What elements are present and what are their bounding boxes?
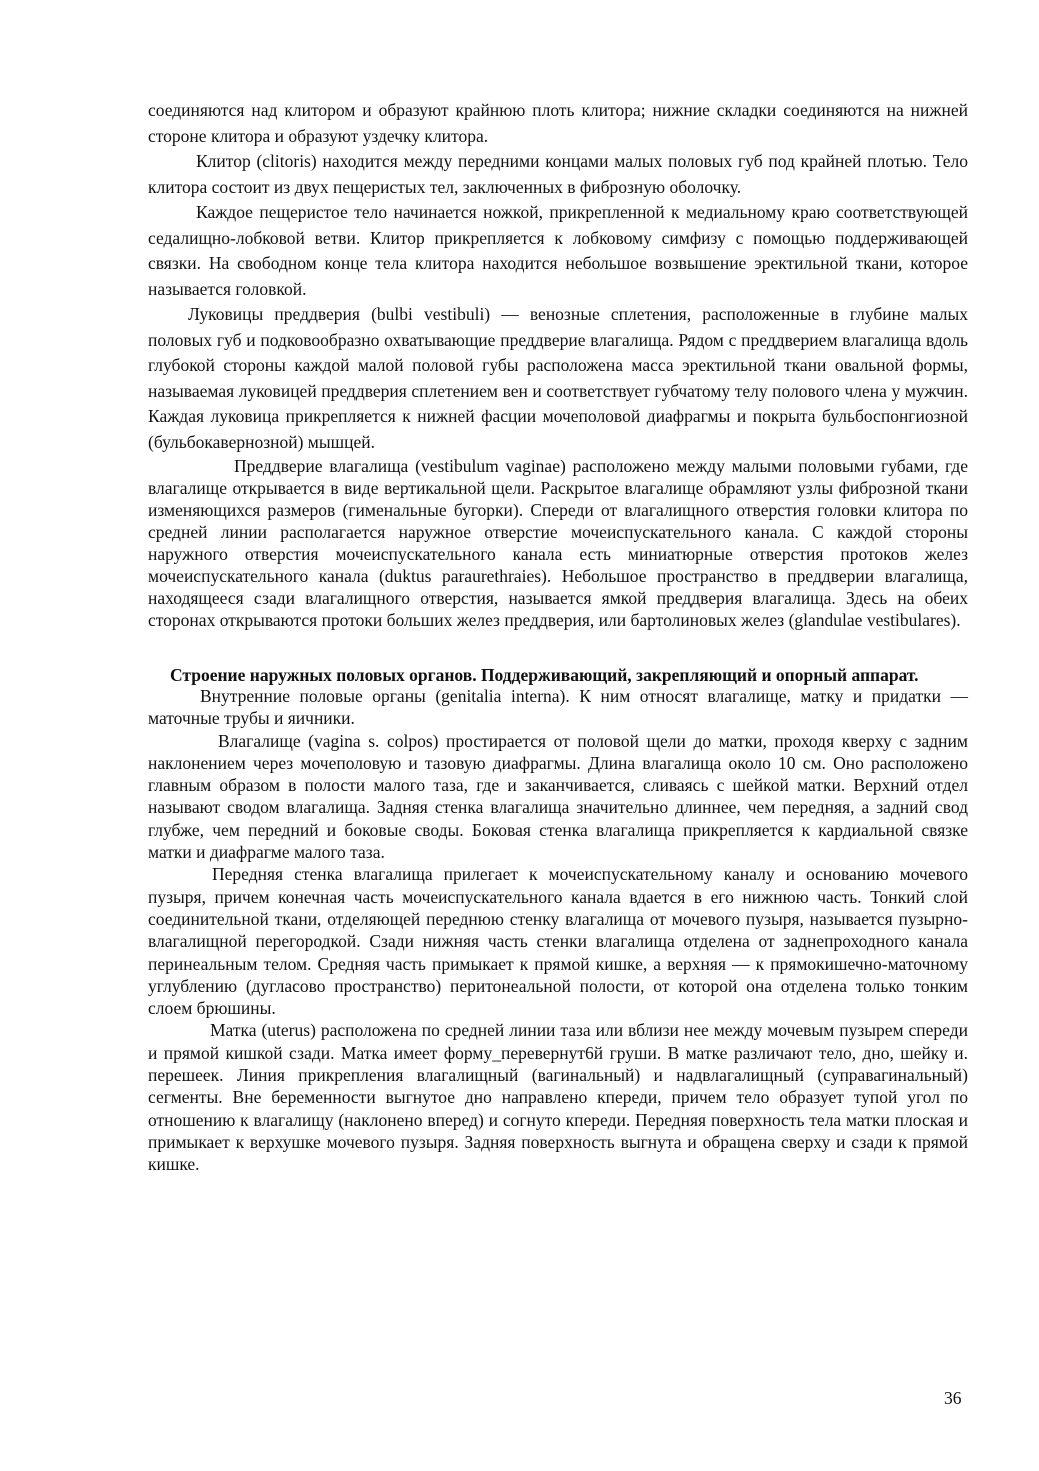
paragraph-cavernous-bodies: Каждое пещеристое тело начинается ножкой, прикрепленной к медиальному краю соответствующей седалищно-лобковой ветви. Клитор прикрепляется к лобковому симфизу с помощью поддерживающей связки. На свободном конце тела клитора находится небольшое возвышение эректильной ткани, которое называется головкой. — [148, 202, 968, 299]
paragraph-vestibule: Преддверие влагалища (vestibulum vaginae) расположено между малыми половыми губами, где влагалище открывается в виде вертикальной щели. Раскрытое влагалище обрамляют узлы фиброзной ткани изменяющихся размеров (гименальные бугорки). Спереди от влагалищного отверстия головки клитора по средней линии располагается наружное отверстие мочеиспускательного канала. С каждой стороны наружного отверстия мочеиспускательного канала есть миниатюрные отверстия протоков желез мочеиспускательного канала (duktus paraurethraies). Небольшое пространство в преддверии влагалища, находящееся сзади влагалищного отверстия, называется ямкой преддверия влагалища. Здесь на обеих сторонах открываются протоки больших желез преддверия, или бартолиновых желез (glandulae vestibulares). — [148, 456, 968, 630]
document-page — [148, 98, 968, 1176]
paragraph-anterior-wall: Передняя стенка влагалища прилегает к мочеиспускательному каналу и основанию мочевого пузыря, причем конечная часть мочеиспускательного канала вдается в его нижнюю часть. Тонкий слой соединительной ткани, отделяющей переднюю стенку влагалища от мочевого пузыря, называется пузырно-влагалищной перегородкой. Сзади нижняя часть стенки влагалища отделена от заднепроходного канала перинеальным телом. Средняя часть примыкает к прямой кишке, а верхняя — к прямокишечно-маточному углублению (дугласово пространство) перитонеальной полости, от которой она отделена только тонким слоем брюшины. — [148, 864, 968, 1019]
section-heading: Строение наружных половых органов. Поддерживающий, закрепляющий и опорный аппарат. — [170, 665, 919, 685]
paragraph-vestibular-bulbs: Луковицы преддверия (bulbi vestibuli) — венозные сплетения, расположенные в глубине малых половых губ и подковообразно охватывающие преддверие влагалища. Рядом с преддверием влагалища вдоль глубокой стороны каждой малой половой губы расположена масса эректильной ткани овальной формы, называемая луковицей преддверия сплетением вен и соответствует губчатому телу полового члена у мужчин. Каждая луковица прикрепляется к нижней фасции мочеполовой диафрагмы и покрыта бульбоспонгиозной (бульбокавернозной) мышцей. — [148, 304, 968, 452]
paragraph-clitoris: Клитор (clitoris) находится между передними концами малых половых губ под крайней плотью. Тело клитора состоит из двух пещеристых тел, заключенных в фиброзную оболочку. — [148, 151, 968, 197]
paragraph-clitoral-folds: соединяются над клитором и образуют крайнюю плоть клитора; нижние складки соединяются на нижней стороне клитора и образуют уздечку клитора. — [148, 100, 968, 146]
paragraph-vagina: Влагалище (vagina s. colpos) простирается от половой щели до матки, проходя кверху с задним наклонением через мочеполовую и тазовую диафрагмы. Длина влагалища около 10 см. Оно расположено главным образом в полости малого таза, где и заканчивается, сливаясь с шейкой матки. Верхний отдел называют сводом влагалища. Задняя стенка влагалища значительно длиннее, чем передняя, а задний свод глубже, чем передний и боковые своды. Боковая стенка влагалища прикрепляется к кардиальной связке матки и диафрагме малого таза. — [148, 730, 968, 863]
page-number: 36 — [944, 1388, 962, 1408]
paragraph-uterus: Матка (uterus) расположена по средней линии таза или вблизи нее между мочевым пузырем спереди и прямой кишкой сзади. Матка имеет форму_перевернут6й груши. В матке различают тело, дно, шейку и. перешеек. Линия прикрепления влагалищный (вагинальный) и надвлагалищный (суправагинальный) сегменты. Вне беременности выгнутое дно направлено кпереди, причем тело образует тупой угол по отношению к влагалищу (наклонено вперед) и согнуто кпереди. Передняя поверхность тела матки плоская и примыкает к верхушке мочевого пузыря. Задняя поверхность выгнута и обращена сверху и сзади к прямой кишке. — [148, 1020, 968, 1175]
paragraph-internal-organs: Внутренние половые органы (genitalia interna). К ним относят влагалище, матку и придатки — маточные трубы и яичники. — [148, 686, 968, 729]
